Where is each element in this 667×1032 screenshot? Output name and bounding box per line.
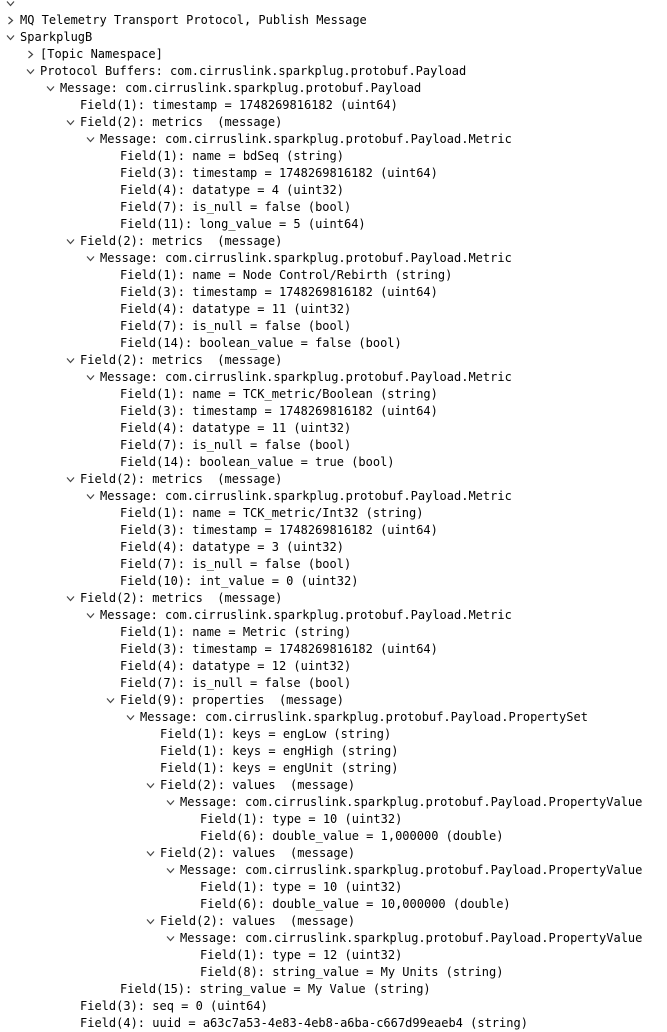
- tree-row[interactable]: [0, 63, 667, 80]
- tree-row-label: Field(7): is_null = false (bool): [120, 319, 352, 333]
- tree-row-label: Message: com.cirruslink.sparkplug.protobuf.Payload.Metric: [100, 370, 512, 384]
- tree-row[interactable]: [0, 947, 667, 964]
- tree-row[interactable]: [0, 624, 667, 641]
- tree-row-label: Message: com.cirruslink.sparkplug.protobuf.Payload.Metric: [100, 132, 512, 146]
- tree-row-label: Field(2): values (message): [160, 914, 356, 928]
- tree-row-label: SparkplugB: [20, 30, 93, 44]
- chevron-down-icon[interactable]: [84, 131, 96, 148]
- tree-row[interactable]: [0, 46, 667, 63]
- tree-row-label: Field(1): keys = engHigh (string): [160, 744, 399, 758]
- tree-row-label: Field(2): metrics (message): [80, 591, 283, 605]
- tree-row-label: Field(1): type = 10 (uint32): [200, 880, 403, 894]
- tree-row-label: Message: com.cirruslink.sparkplug.protobuf.Payload.Metric: [100, 489, 512, 503]
- chevron-right-icon[interactable]: [24, 46, 36, 63]
- tree-row-label: Field(1): keys = engLow (string): [160, 727, 392, 741]
- chevron-down-icon[interactable]: [4, 0, 16, 12]
- tree-row[interactable]: [0, 828, 667, 845]
- tree-row-label: Field(2): metrics (message): [80, 234, 283, 248]
- tree-row[interactable]: [0, 250, 667, 267]
- tree-row-label: Field(7): is_null = false (bool): [120, 676, 352, 690]
- tree-row[interactable]: [0, 12, 667, 29]
- tree-row-label: Protocol Buffers: com.cirruslink.sparkplug.protobuf.Payload: [40, 64, 467, 78]
- tree-row[interactable]: [0, 607, 667, 624]
- tree-row[interactable]: [0, 539, 667, 556]
- tree-row-label: Field(3): timestamp = 1748269816182 (uint64): [120, 166, 438, 180]
- tree-row[interactable]: [0, 148, 667, 165]
- chevron-down-icon[interactable]: [164, 930, 176, 947]
- tree-row[interactable]: [0, 97, 667, 114]
- chevron-right-icon[interactable]: [4, 12, 16, 29]
- tree-row-label: Field(2): values (message): [160, 778, 356, 792]
- tree-row[interactable]: [0, 318, 667, 335]
- tree-row[interactable]: [0, 284, 667, 301]
- tree-row-label: Field(1): name = Metric (string): [120, 625, 352, 639]
- tree-row-label: Field(4): datatype = 4 (uint32): [120, 183, 344, 197]
- chevron-down-icon[interactable]: [44, 80, 56, 97]
- tree-row-label: Field(9): properties (message): [120, 693, 344, 707]
- tree-row[interactable]: [0, 437, 667, 454]
- chevron-down-icon[interactable]: [84, 488, 96, 505]
- tree-row[interactable]: [0, 80, 667, 97]
- chevron-down-icon[interactable]: [144, 777, 156, 794]
- tree-row[interactable]: [0, 862, 667, 879]
- tree-row-label: Field(1): type = 10 (uint32): [200, 812, 403, 826]
- chevron-down-icon[interactable]: [144, 845, 156, 862]
- tree-row[interactable]: [0, 794, 667, 811]
- tree-row-label: Field(7): is_null = false (bool): [120, 557, 352, 571]
- tree-row[interactable]: [0, 301, 667, 318]
- tree-row-label: [Topic Namespace]: [40, 47, 163, 61]
- tree-row[interactable]: [0, 556, 667, 573]
- tree-row[interactable]: [0, 590, 667, 607]
- tree-row[interactable]: [0, 403, 667, 420]
- tree-row[interactable]: [0, 913, 667, 930]
- tree-row-label: Field(7): is_null = false (bool): [120, 438, 352, 452]
- chevron-down-icon[interactable]: [64, 352, 76, 369]
- tree-row[interactable]: [0, 114, 667, 131]
- tree-row-label: Field(14): boolean_value = true (bool): [120, 455, 395, 469]
- tree-row-label: Field(2): metrics (message): [80, 472, 283, 486]
- tree-row[interactable]: [0, 879, 667, 896]
- chevron-down-icon[interactable]: [64, 114, 76, 131]
- chevron-down-icon[interactable]: [64, 590, 76, 607]
- chevron-down-icon[interactable]: [64, 471, 76, 488]
- tree-row[interactable]: [0, 369, 667, 386]
- tree-row[interactable]: [0, 471, 667, 488]
- tree-row[interactable]: [0, 522, 667, 539]
- chevron-down-icon[interactable]: [24, 63, 36, 80]
- tree-row-label: Field(14): boolean_value = false (bool): [120, 336, 402, 350]
- tree-row[interactable]: [0, 641, 667, 658]
- tree-row[interactable]: [0, 1015, 667, 1032]
- tree-row[interactable]: [0, 896, 667, 913]
- tree-row-label: Field(3): timestamp = 1748269816182 (uint64): [120, 404, 438, 418]
- tree-row-label: Field(2): metrics (message): [80, 115, 283, 129]
- tree-row-label: Field(4): datatype = 11 (uint32): [120, 421, 352, 435]
- tree-row[interactable]: [0, 182, 667, 199]
- chevron-down-icon[interactable]: [124, 709, 136, 726]
- chevron-down-icon[interactable]: [84, 607, 96, 624]
- tree-row[interactable]: [0, 675, 667, 692]
- tree-row-label: Field(15): string_value = My Value (string): [120, 982, 431, 996]
- tree-row-label: Field(1): type = 12 (uint32): [200, 948, 403, 962]
- tree-row-label: Field(6): double_value = 1,000000 (double): [200, 829, 504, 843]
- tree-row[interactable]: [0, 420, 667, 437]
- chevron-down-icon[interactable]: [84, 250, 96, 267]
- tree-row-label: Field(1): name = Node Control/Rebirth (string): [120, 268, 453, 282]
- tree-row[interactable]: [0, 726, 667, 743]
- tree-row-label: Field(3): timestamp = 1748269816182 (uint64): [120, 285, 438, 299]
- tree-row-label: Field(2): metrics (message): [80, 353, 283, 367]
- tree-row[interactable]: [0, 981, 667, 998]
- tree-row-label: Field(3): timestamp = 1748269816182 (uint64): [120, 642, 438, 656]
- tree-row[interactable]: [0, 998, 667, 1015]
- tree-row[interactable]: [0, 743, 667, 760]
- tree-row[interactable]: [0, 964, 667, 981]
- chevron-down-icon[interactable]: [4, 29, 16, 46]
- tree-row[interactable]: [0, 352, 667, 369]
- tree-row[interactable]: [0, 454, 667, 471]
- tree-row-label: Field(11): long_value = 5 (uint64): [120, 217, 366, 231]
- tree-row-label: Field(7): is_null = false (bool): [120, 200, 352, 214]
- chevron-down-icon[interactable]: [164, 862, 176, 879]
- tree-row-label: Field(3): timestamp = 1748269816182 (uint64): [120, 523, 438, 537]
- tree-row[interactable]: [0, 760, 667, 777]
- tree-row-label: Field(1): name = bdSeq (string): [120, 149, 344, 163]
- tree-row[interactable]: [0, 0, 667, 12]
- tree-row[interactable]: [0, 845, 667, 862]
- tree-row[interactable]: [0, 777, 667, 794]
- tree-row-label: Field(10): int_value = 0 (uint32): [120, 574, 359, 588]
- tree-row-label: Field(6): double_value = 10,000000 (double): [200, 897, 511, 911]
- tree-row-label: Field(1): keys = engUnit (string): [160, 761, 399, 775]
- tree-row[interactable]: [0, 199, 667, 216]
- tree-row[interactable]: [0, 29, 667, 46]
- tree-row-label: Message: com.cirruslink.sparkplug.protobuf.Payload.Metric: [100, 608, 512, 622]
- tree-row[interactable]: [0, 573, 667, 590]
- tree-row[interactable]: [0, 267, 667, 284]
- tree-row[interactable]: [0, 658, 667, 675]
- tree-row[interactable]: [0, 131, 667, 148]
- tree-row-label: Field(8): string_value = My Units (string): [200, 965, 504, 979]
- tree-row[interactable]: [0, 930, 667, 947]
- tree-row[interactable]: [0, 505, 667, 522]
- tree-row-label: Message: com.cirruslink.sparkplug.protobuf.Payload.PropertyValue: [180, 931, 643, 945]
- tree-row-label: Field(1): name = TCK_metric/Boolean (string): [120, 387, 438, 401]
- chevron-down-icon[interactable]: [164, 794, 176, 811]
- tree-row-label: Message: com.cirruslink.sparkplug.protobuf.Payload: [60, 81, 422, 95]
- tree-row-label: Field(1): name = TCK_metric/Int32 (string): [120, 506, 424, 520]
- tree-row[interactable]: [0, 216, 667, 233]
- tree-row[interactable]: [0, 233, 667, 250]
- chevron-down-icon[interactable]: [104, 692, 116, 709]
- tree-row[interactable]: [0, 811, 667, 828]
- chevron-down-icon[interactable]: [84, 369, 96, 386]
- chevron-down-icon[interactable]: [64, 233, 76, 250]
- tree-row-label: Field(4): datatype = 12 (uint32): [120, 659, 352, 673]
- tree-row-label: Field(4): datatype = 11 (uint32): [120, 302, 352, 316]
- tree-row-label: Field(2): values (message): [160, 846, 356, 860]
- tree-row-label: Field(3): seq = 0 (uint64): [80, 999, 268, 1013]
- tree-row-label: Field(4): datatype = 3 (uint32): [120, 540, 344, 554]
- tree-row-label: MQ Telemetry Transport Protocol, Publish Message: [20, 13, 367, 27]
- chevron-down-icon[interactable]: [144, 913, 156, 930]
- tree-row[interactable]: [0, 709, 667, 726]
- tree-row-label: Field(1): timestamp = 1748269816182 (uint64): [80, 98, 398, 112]
- tree-row-label: Message: com.cirruslink.sparkplug.protobuf.Payload.Metric: [100, 251, 512, 265]
- tree-row-label: Message: com.cirruslink.sparkplug.protobuf.Payload.PropertyValue: [180, 863, 643, 877]
- tree-row[interactable]: [0, 692, 667, 709]
- tree-row-label: Field(4): uuid = a63c7a53-4e83-4eb8-a6ba-c667d99eaeb4 (string): [80, 1016, 528, 1030]
- tree-row-label: Message: com.cirruslink.sparkplug.protobuf.Payload.PropertyValue: [180, 795, 643, 809]
- tree-row[interactable]: [0, 335, 667, 352]
- tree-row[interactable]: [0, 386, 667, 403]
- tree-row-label: Message: com.cirruslink.sparkplug.protobuf.Payload.PropertySet: [140, 710, 588, 724]
- tree-row[interactable]: [0, 488, 667, 505]
- tree-row[interactable]: [0, 165, 667, 182]
